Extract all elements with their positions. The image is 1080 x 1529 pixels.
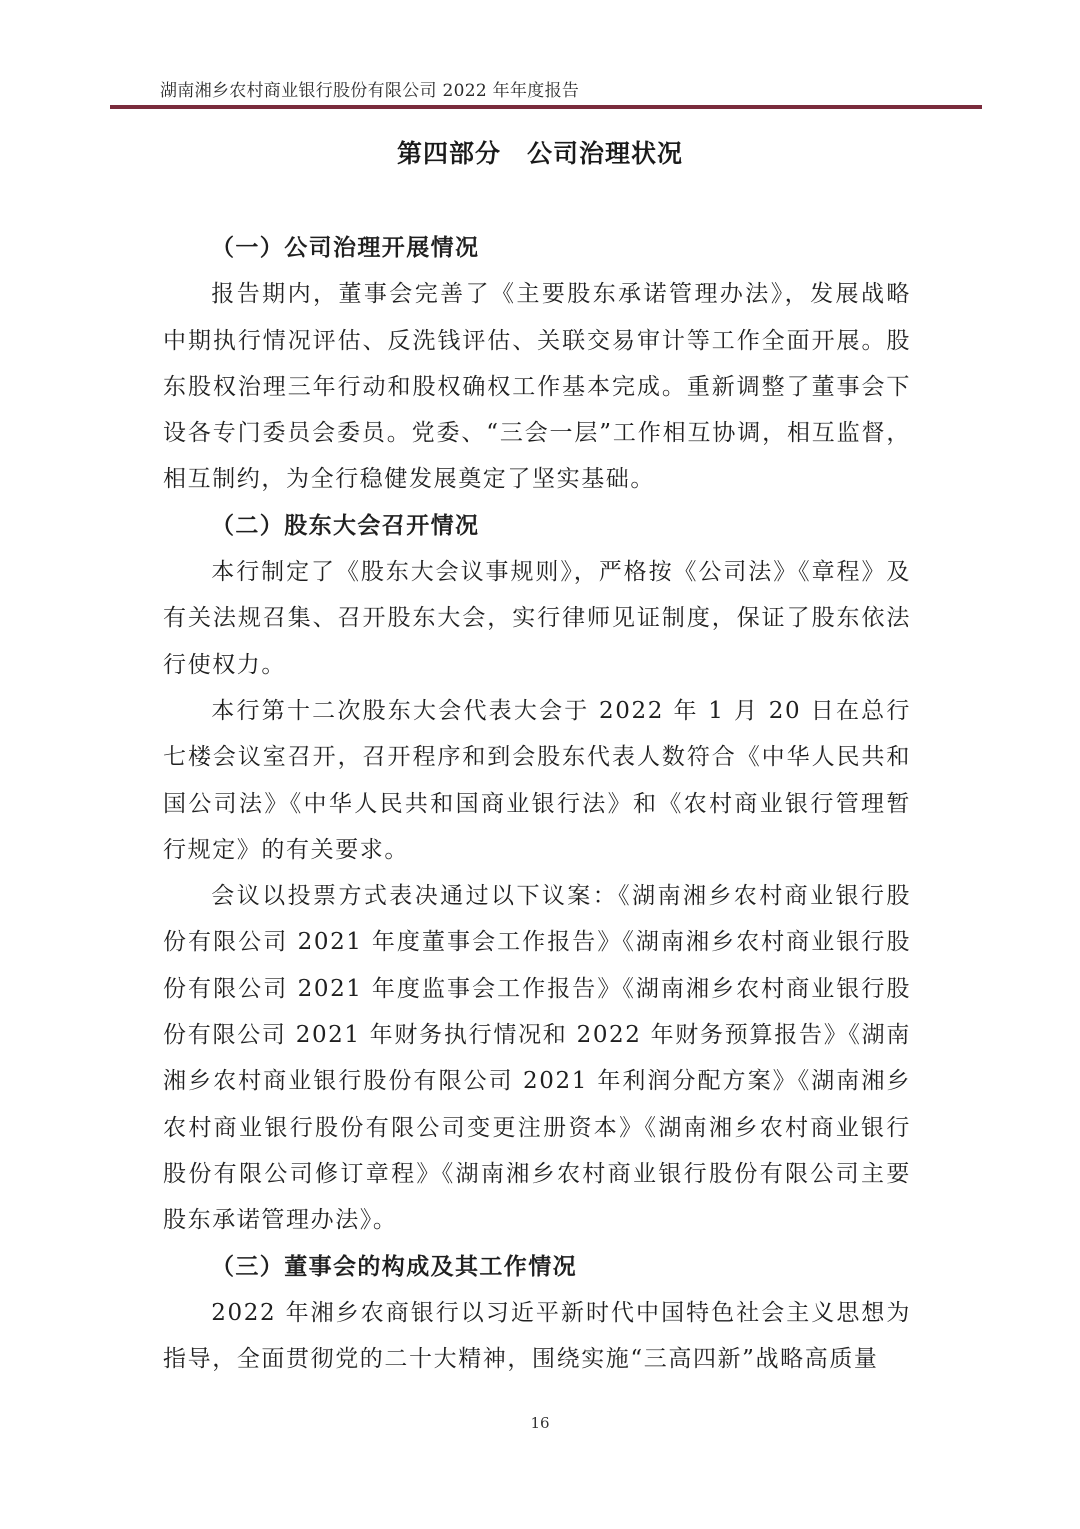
section-heading-3: （三）董事会的构成及其工作情况: [211, 1253, 577, 1280]
running-header: 湖南湘乡农村商业银行股份有限公司 2022 年年度报告: [160, 81, 580, 101]
page-number: 16: [530, 1414, 550, 1432]
section-heading-1: （一）公司治理开展情况: [211, 235, 480, 261]
section-2-paragraph-3: 会议以投票方式表决通过以下议案：《湖南湘乡农村商业银行股份有限公司 2021 年度董事会工作报告》《湖南湘乡农村商业银行股份有限公司 2021 年度监事会工作报告》《湖南湘乡农村商业银行股份有限公司 2021 年财务执行情况和 2022 年财务预算报告》《湖南湘乡农村商业银行股份有限公司 2021 年利润分配方案》《湖南湘乡农村商业银行股份有限公司变更注册资本》《湖南湘乡农村商业银行股份有限公司修订章程》《湖南湘乡农村商业银行股份有限公司主要股东承诺管理办法》。: [163, 883, 911, 1234]
section-1-paragraph-1: 报告期内，董事会完善了《主要股东承诺管理办法》，发展战略中期执行情况评估、反洗钱评估、关联交易审计等工作全面开展。股东股权治理三年行动和股权确权工作基本完成。重新调整了董事会下设各专门委员会委员。党委、“三会一层”工作相互协调，相互监督，相互制约，为全行稳健发展奠定了坚实基础。: [163, 281, 911, 493]
section-heading-2: （二）股东大会召开情况: [211, 512, 480, 539]
header-divider: [110, 105, 982, 109]
section-3-paragraph-1: 2022 年湘乡农商银行以习近平新时代中国特色社会主义思想为指导，全面贯彻党的二十大精神，围绕实施“三高四新”战略高质量: [163, 1299, 911, 1373]
section-2-paragraph-2: 本行第十二次股东大会代表大会于 2022 年 1 月 20 日在总行七楼会议室召开，召开程序和到会股东代表人数符合《中华人民共和国公司法》《中华人民共和国商业银行法》和《农村商业银行管理暂行规定》的有关要求。: [163, 697, 911, 863]
section-2-paragraph-1: 本行制定了《股东大会议事规则》，严格按《公司法》《章程》及有关法规召集、召开股东大会，实行律师见证制度，保证了股东依法行使权力。: [163, 559, 911, 678]
part-title: 第四部分 公司治理状况: [396, 139, 683, 168]
document-body: [163, 225, 911, 1382]
